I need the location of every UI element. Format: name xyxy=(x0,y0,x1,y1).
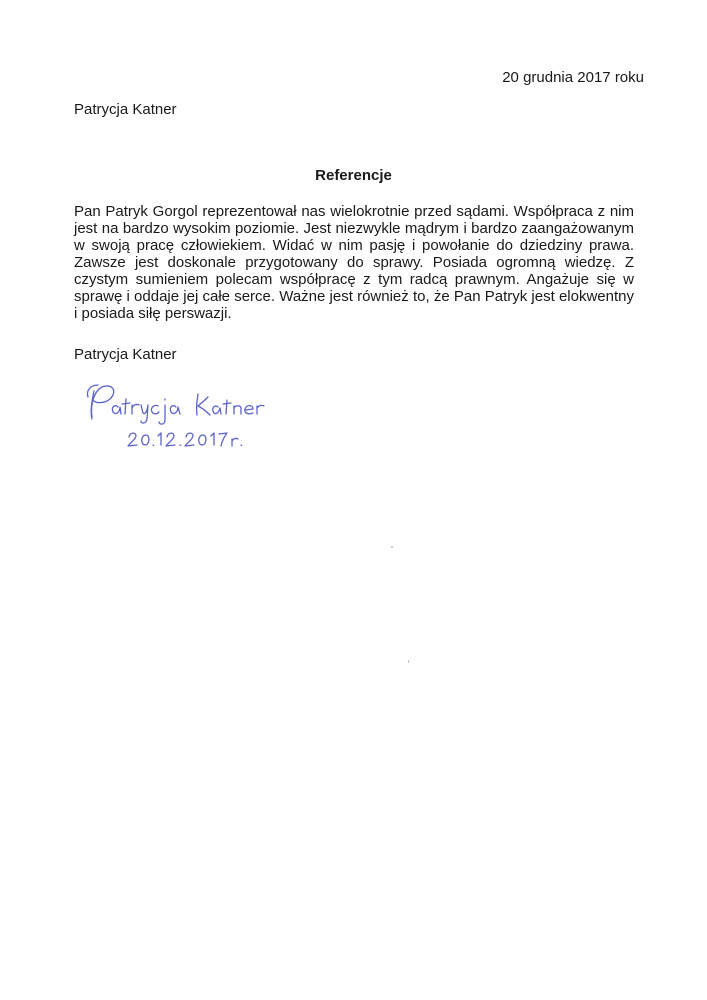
letter-body xyxy=(74,203,634,322)
handwritten-signature xyxy=(84,377,284,455)
sender-name: Patrycja Katner xyxy=(74,101,177,118)
signature-drawing xyxy=(84,377,284,455)
scan-speck xyxy=(408,660,409,663)
letter-title: Referencje xyxy=(315,167,392,184)
letter-date: 20 grudnia 2017 roku xyxy=(502,69,644,86)
closing-name: Patrycja Katner xyxy=(74,346,177,363)
scan-speck xyxy=(391,546,393,548)
letter-body-paragraph: Pan Patryk Gorgol reprezentował nas wielokrotnie przed sądami. Współpraca z nim jest na bardzo wysokim poziomie. Jest niezwykle mądrym i bardzo zaangażowanym w swoją pracę człowiekiem. Widać w nim pasję i powołanie do dziedziny prawa. Zawsze jest doskonale przygotowany do sprawy. Posiada ogromną wiedzę. Z czystym sumieniem polecam współpracę z tym radcą prawnym. Angażuje się w sprawę i oddaje jej całe serce. Ważne jest również to, że Pan Patryk jest elokwentny i posiada siłę perswazji. xyxy=(74,203,634,322)
